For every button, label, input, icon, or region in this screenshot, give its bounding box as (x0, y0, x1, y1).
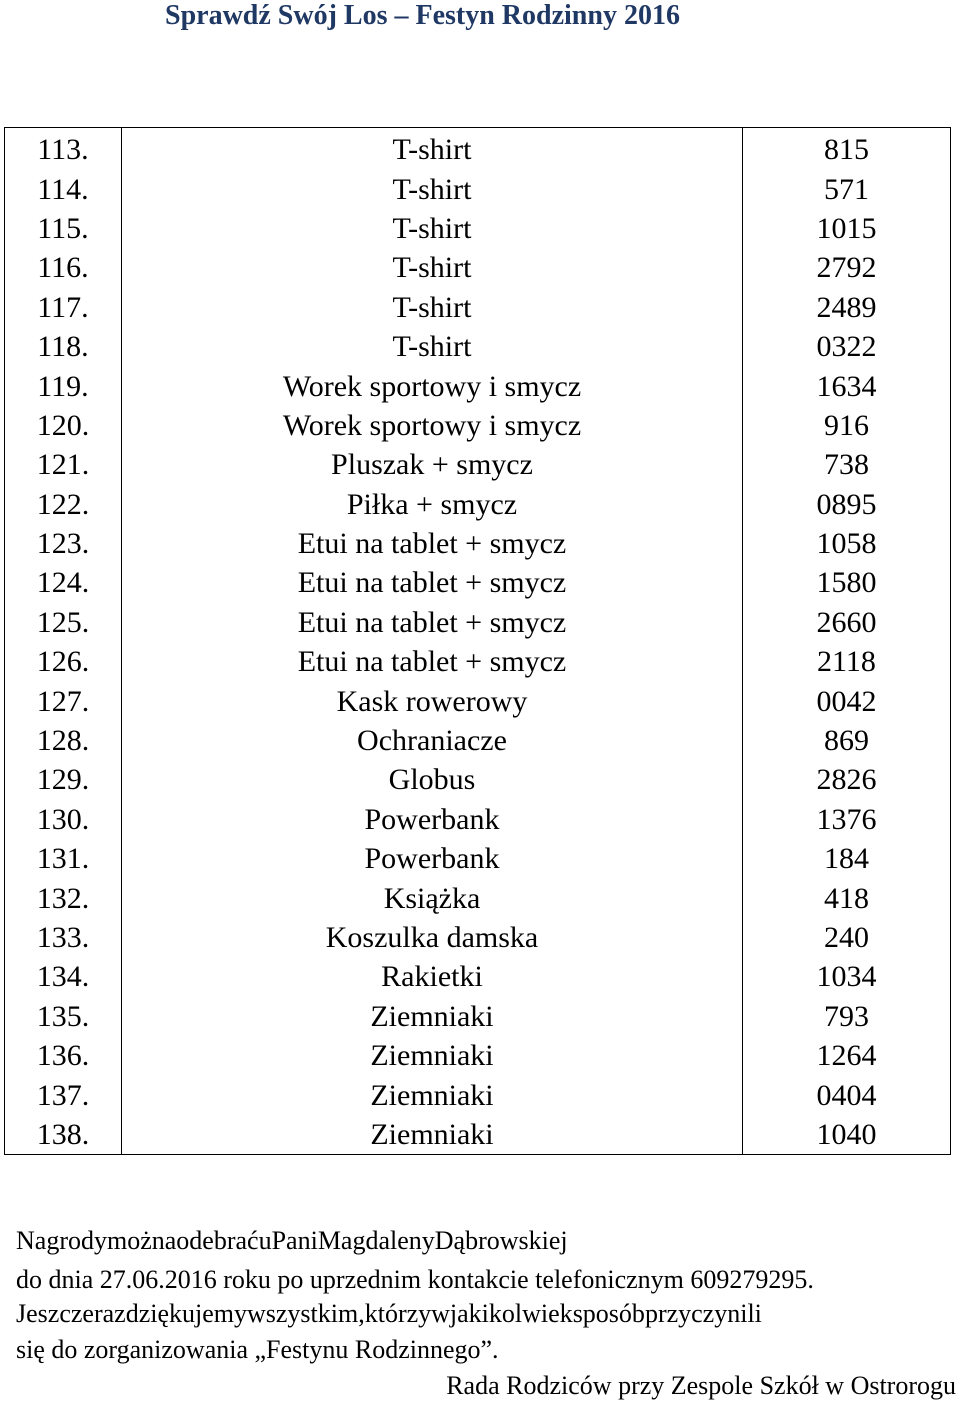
footer-pickup-info-line-1 (16, 1223, 958, 1259)
footer-word: Pani (271, 1226, 318, 1255)
prize-name-cell: Ziemniaki (122, 1036, 743, 1075)
ticket-code-cell: 738 (743, 445, 951, 484)
table-row (5, 681, 951, 720)
prize-number-cell: 132. (5, 878, 122, 917)
table-row (5, 760, 951, 799)
prize-number-cell: 117. (5, 288, 122, 327)
prize-number-cell: 138. (5, 1115, 122, 1155)
table-row (5, 1036, 951, 1075)
table-row (5, 839, 951, 878)
ticket-code-cell: 184 (743, 839, 951, 878)
table-row (5, 169, 951, 208)
footer-word: w (431, 1299, 450, 1328)
prize-name-cell: Kask rowerowy (122, 681, 743, 720)
ticket-code-cell: 815 (743, 128, 951, 170)
prize-number-cell: 116. (5, 248, 122, 287)
table-row (5, 366, 951, 405)
prize-name-cell: Ziemniaki (122, 1115, 743, 1155)
table-row (5, 721, 951, 760)
ticket-code-cell: 2118 (743, 642, 951, 681)
ticket-code-cell: 1034 (743, 957, 951, 996)
prize-number-cell: 135. (5, 997, 122, 1036)
prize-name-cell: Rakietki (122, 957, 743, 996)
ticket-code-cell: 1580 (743, 563, 951, 602)
table-row (5, 327, 951, 366)
prize-name-cell: Pluszak + smycz (122, 445, 743, 484)
table-row (5, 603, 951, 642)
prize-number-cell: 124. (5, 563, 122, 602)
prize-number-cell: 122. (5, 485, 122, 524)
table-row (5, 997, 951, 1036)
prize-name-cell: Globus (122, 760, 743, 799)
ticket-code-cell: 2660 (743, 603, 951, 642)
ticket-code-cell: 240 (743, 918, 951, 957)
table-row (5, 878, 951, 917)
prize-name-cell: Ochraniacze (122, 721, 743, 760)
ticket-code-cell: 1376 (743, 800, 951, 839)
footer-word: dziękujemy (125, 1299, 247, 1328)
prize-name-cell: T-shirt (122, 169, 743, 208)
footer-word: wszystkim, (246, 1299, 365, 1328)
table-row (5, 1115, 951, 1155)
prize-name-cell: T-shirt (122, 288, 743, 327)
prize-name-cell: Etui na tablet + smycz (122, 563, 743, 602)
footer-thanks-line-2: się do zorganizowania „Festynu Rodzinnego”. (16, 1335, 499, 1364)
prize-name-cell: Etui na tablet + smycz (122, 603, 743, 642)
prize-number-cell: 126. (5, 642, 122, 681)
prize-name-cell: T-shirt (122, 128, 743, 170)
table-row (5, 128, 951, 170)
prize-name-cell: Etui na tablet + smycz (122, 642, 743, 681)
table-row (5, 800, 951, 839)
prize-number-cell: 134. (5, 957, 122, 996)
table-row (5, 642, 951, 681)
prize-number-cell: 121. (5, 445, 122, 484)
prize-name-cell: Książka (122, 878, 743, 917)
ticket-code-cell: 0322 (743, 327, 951, 366)
prize-number-cell: 125. (5, 603, 122, 642)
prize-number-cell: 137. (5, 1075, 122, 1114)
footer-word: Jeszcze (16, 1299, 94, 1328)
table-row (5, 1075, 951, 1114)
prize-number-cell: 123. (5, 524, 122, 563)
table-row (5, 445, 951, 484)
footer-pickup-info-line-2: do dnia 27.06.2016 roku po uprzednim kontakcie telefonicznym 609279295. (16, 1265, 814, 1294)
signature: Rada Rodziców przy Zespole Szkół w Ostrorogu (446, 1371, 956, 1400)
footer-word: sposób (572, 1299, 645, 1328)
ticket-code-cell: 418 (743, 878, 951, 917)
footer-word: którzy (364, 1299, 432, 1328)
table-row (5, 524, 951, 563)
prize-name-cell: T-shirt (122, 209, 743, 248)
table-row (5, 288, 951, 327)
footer-word: jakikolwiek (449, 1299, 573, 1328)
page-title: Sprawdź Swój Los – Festyn Rodzinny 2016 (165, 0, 680, 31)
ticket-code-cell: 1058 (743, 524, 951, 563)
prize-number-cell: 113. (5, 128, 122, 170)
prize-number-cell: 127. (5, 681, 122, 720)
ticket-code-cell: 2792 (743, 248, 951, 287)
ticket-code-cell: 1040 (743, 1115, 951, 1155)
prize-name-cell: Koszulka damska (122, 918, 743, 957)
prize-number-cell: 129. (5, 760, 122, 799)
ticket-code-cell: 0404 (743, 1075, 951, 1114)
footer-thanks-line-1 (16, 1296, 958, 1332)
ticket-code-cell: 1634 (743, 366, 951, 405)
prize-number-cell: 115. (5, 209, 122, 248)
footer-word: u (258, 1226, 272, 1255)
ticket-code-cell: 1015 (743, 209, 951, 248)
prize-name-cell: Piłka + smycz (122, 485, 743, 524)
table-row (5, 918, 951, 957)
prize-name-cell: Powerbank (122, 800, 743, 839)
prize-name-cell: Ziemniaki (122, 1075, 743, 1114)
prize-number-cell: 133. (5, 918, 122, 957)
ticket-code-cell: 1264 (743, 1036, 951, 1075)
ticket-code-cell: 2826 (743, 760, 951, 799)
ticket-code-cell: 793 (743, 997, 951, 1036)
table-row (5, 957, 951, 996)
ticket-code-cell: 916 (743, 406, 951, 445)
ticket-code-cell: 2489 (743, 288, 951, 327)
ticket-code-cell: 0895 (743, 485, 951, 524)
footer-word: Dąbrowskiej (434, 1226, 568, 1255)
table-row (5, 485, 951, 524)
prize-number-cell: 128. (5, 721, 122, 760)
prize-name-cell: Worek sportowy i smycz (122, 406, 743, 445)
footer-word: można (106, 1226, 177, 1255)
prize-number-cell: 120. (5, 406, 122, 445)
prize-name-cell: Powerbank (122, 839, 743, 878)
prize-name-cell: Etui na tablet + smycz (122, 524, 743, 563)
ticket-code-cell: 0042 (743, 681, 951, 720)
prize-number-cell: 119. (5, 366, 122, 405)
prize-number-cell: 130. (5, 800, 122, 839)
ticket-code-cell: 869 (743, 721, 951, 760)
prize-table-body (5, 128, 951, 1155)
footer-word: przyczynili (644, 1299, 762, 1328)
footer-word: Nagrody (16, 1226, 107, 1255)
table-row (5, 406, 951, 445)
ticket-code-cell: 571 (743, 169, 951, 208)
prize-name-cell: T-shirt (122, 327, 743, 366)
footer-word: raz (93, 1299, 126, 1328)
table-row (5, 563, 951, 602)
table-row (5, 209, 951, 248)
prize-name-cell: T-shirt (122, 248, 743, 287)
prize-number-cell: 131. (5, 839, 122, 878)
prize-number-cell: 118. (5, 327, 122, 366)
footer-word: odebrać (176, 1226, 259, 1255)
prize-name-cell: Ziemniaki (122, 997, 743, 1036)
prize-name-cell: Worek sportowy i smycz (122, 366, 743, 405)
footer-word: Magdaleny (317, 1226, 435, 1255)
prize-number-cell: 114. (5, 169, 122, 208)
table-row (5, 248, 951, 287)
prize-number-cell: 136. (5, 1036, 122, 1075)
prize-table (4, 127, 951, 1155)
